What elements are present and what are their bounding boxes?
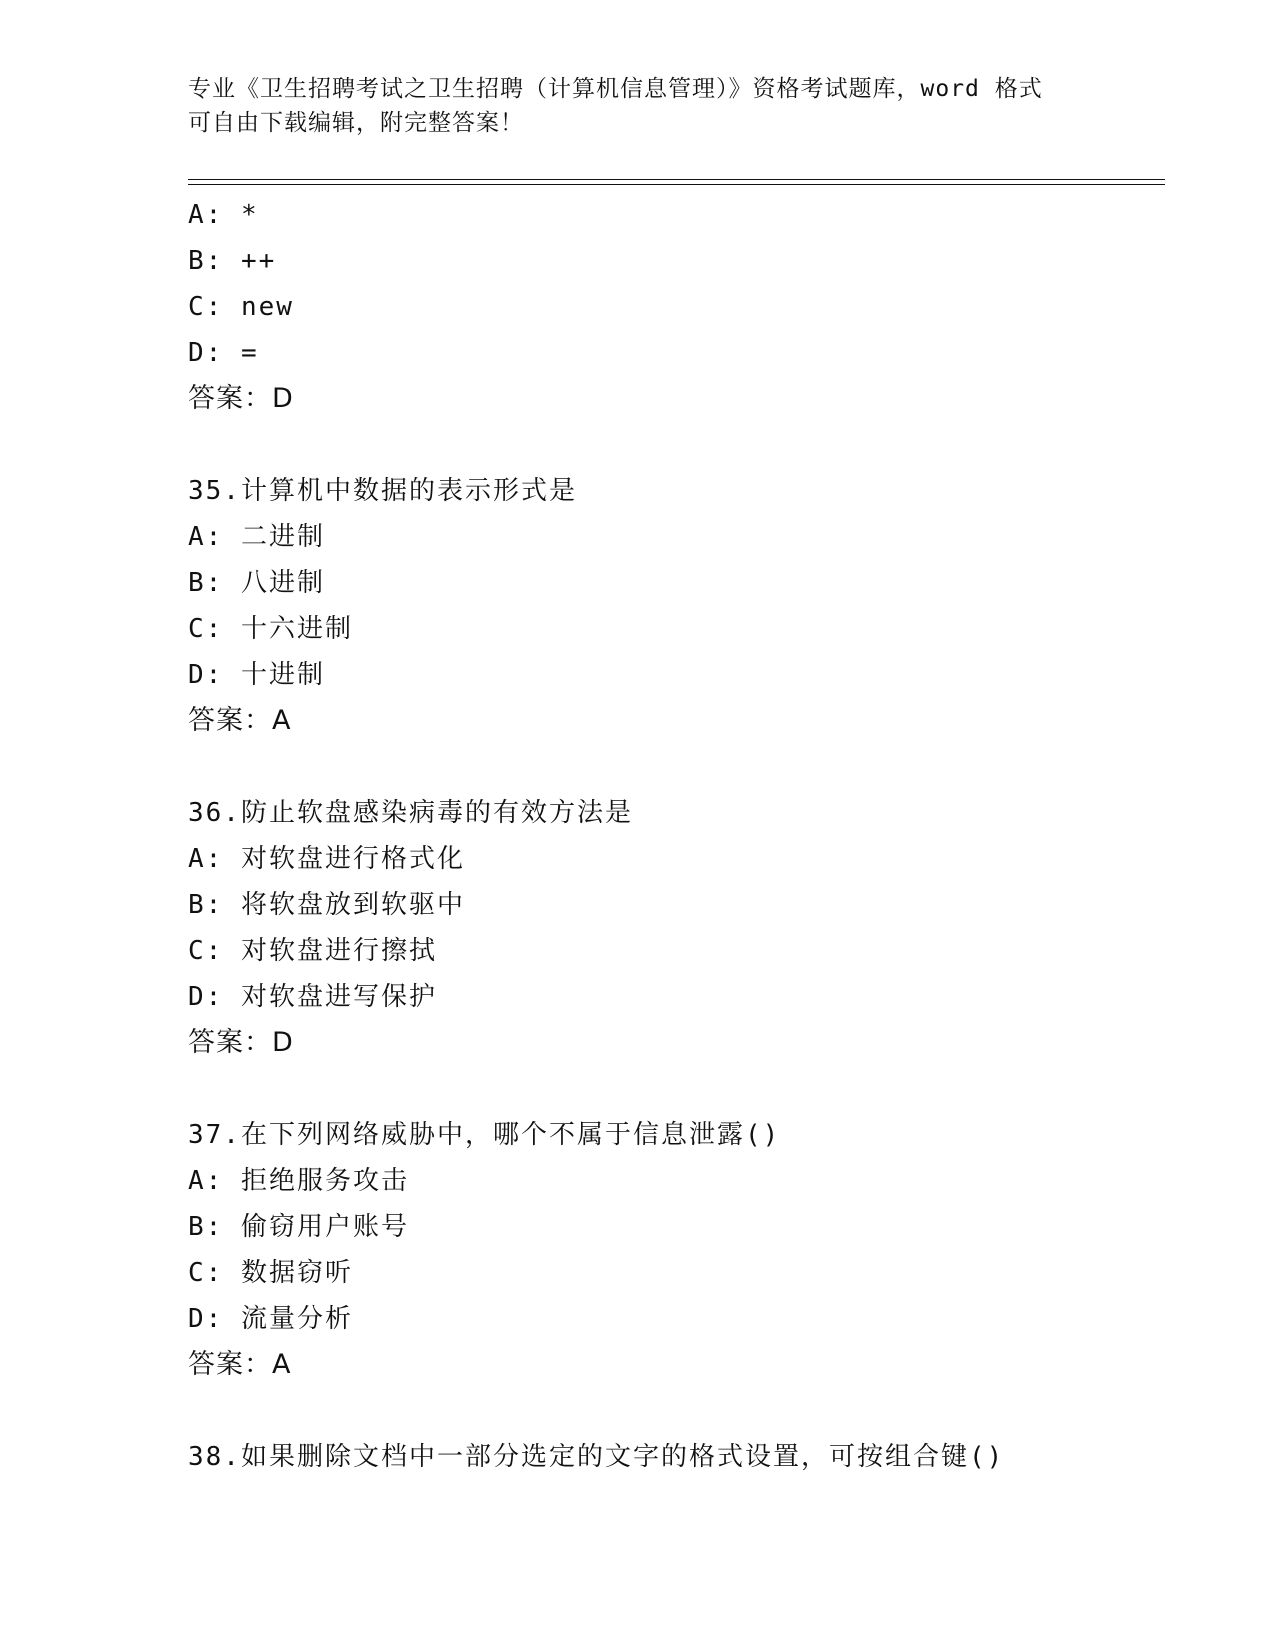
header-line-1: 专业《卫生招聘考试之卫生招聘（计算机信息管理）》资格考试题库，word 格式: [188, 76, 1043, 102]
option-b: B: 将软盘放到软驱中: [188, 890, 465, 920]
question-35-block: [188, 468, 1148, 744]
question-text: 36.防止软盘感染病毒的有效方法是: [188, 798, 633, 828]
header-line-2: 可自由下载编辑，附完整答案！: [188, 110, 524, 136]
option-d: D: 流量分析: [188, 1304, 353, 1334]
option-d: D: =: [188, 338, 259, 368]
question-text: 38.如果删除文档中一部分选定的文字的格式设置，可按组合键(): [188, 1442, 1005, 1472]
answer-label: 答案：D: [188, 1027, 294, 1058]
option-a: A: 对软盘进行格式化: [188, 844, 465, 874]
answer-label: 答案：A: [188, 705, 292, 736]
option-c: C: 十六进制: [188, 614, 353, 644]
option-c: C: new: [188, 292, 294, 322]
option-c: C: 对软盘进行擦拭: [188, 936, 437, 966]
header-divider-bottom: [188, 184, 1165, 185]
question-37-block: [188, 1112, 1148, 1388]
option-a: A: 拒绝服务攻击: [188, 1166, 409, 1196]
question-text: 35.计算机中数据的表示形式是: [188, 476, 577, 506]
question-text: 37.在下列网络威胁中，哪个不属于信息泄露(): [188, 1120, 781, 1150]
question-36-block: [188, 790, 1148, 1066]
option-b: B: 偷窃用户账号: [188, 1212, 409, 1242]
option-d: D: 对软盘进写保护: [188, 982, 437, 1012]
document-header: [188, 72, 1088, 140]
option-b: B: 八进制: [188, 568, 325, 598]
option-d: D: 十进制: [188, 660, 325, 690]
option-c: C: 数据窃听: [188, 1258, 353, 1288]
option-b: B: ++: [188, 246, 277, 276]
spacer: [188, 744, 1148, 790]
spacer: [188, 422, 1148, 468]
option-a: A: *: [188, 200, 259, 230]
spacer: [188, 1388, 1148, 1434]
spacer: [188, 1066, 1148, 1112]
option-a: A: 二进制: [188, 522, 325, 552]
answer-label: 答案：D: [188, 383, 294, 414]
header-divider-top: [188, 179, 1165, 180]
question-34-block: [188, 192, 1148, 422]
question-list: [188, 192, 1148, 1480]
question-38-block: [188, 1434, 1148, 1480]
answer-label: 答案：A: [188, 1349, 292, 1380]
